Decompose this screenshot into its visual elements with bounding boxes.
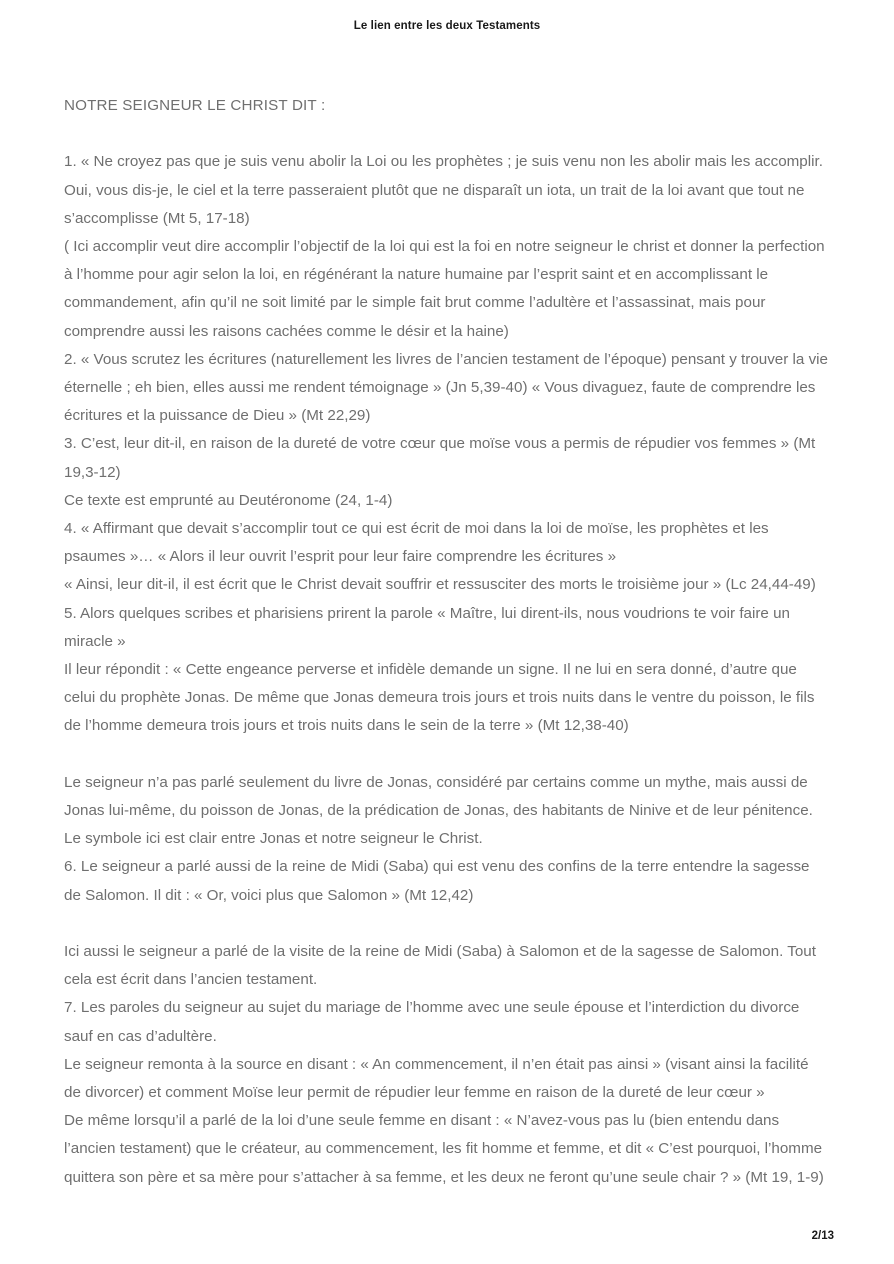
paragraph-7: « Ainsi, leur dit-il, il est écrit que le Christ devait souffrir et ressusciter des morts le troisième jour » (Lc 24,44-49) (64, 576, 816, 594)
paragraph-spacer (64, 741, 828, 769)
section-title: NOTRE SEIGNEUR LE CHRIST DIT : (64, 97, 326, 114)
paragraph-2: ( Ici accomplir veut dire accomplir l’objectif de la loi qui est la foi en notre seigneur le christ et donner la perfection à l’homme pour agir selon la loi, en régénérant la nature humaine par l’esprit saint et en accomplissant le commandement, afin qu’il ne soit limité par le simple fait brut comme l’adultère et l’assassinat, mais pour comprendre aussi les raisons cachées comme le désir et la haine) (64, 238, 825, 340)
paragraph-spacer (64, 910, 828, 938)
paragraph-6: 4. « Affirmant que devait s’accomplir tout ce qui est écrit de moi dans la loi de moïse, les prophètes et les psaumes »… « Alors il leur ouvrit l’esprit pour leur faire comprendre les écritures » (64, 520, 769, 566)
paragraph-spacer (64, 120, 828, 148)
paragraph-14: Le seigneur remonta à la source en disant : « An commencement, il n’en était pas ainsi » (visant ainsi la facilité de divorcer) et comment Moïse leur permit de répudier leur femme en raison de la dureté de leur cœur » (64, 1055, 809, 1102)
paragraph-15: De même lorsqu’il a parlé de la loi d’une seule femme en disant : « N’avez-vous pas lu (bien entendu dans l’ancien testament) que le créateur, au commencement, les fit homme et femme, et dit « C’est pourquoi, l’homme quittera son père et sa mère pour s’attacher à sa femme, et les deux ne feront qu’une seule chair ? » (Mt 19, 1-9) (64, 1112, 824, 1186)
paragraph-3: 2. « Vous scrutez les écritures (naturellement les livres de l’ancien testament de l’époque) pensant y trouver la vie éternelle ; eh bien, elles aussi me rendent témoignage » (Jn 5,39-40) « Vous divaguez, faute de comprendre les écritures et la puissance de Dieu » (Mt 22,29) (64, 350, 828, 425)
paragraph-4: 3. C’est, leur dit-il, en raison de la dureté de votre cœur que moïse vous a permis de répudier vos femmes » (Mt 19,3-12) (64, 435, 816, 481)
paragraph-1: 1. « Ne croyez pas que je suis venu abolir la Loi ou les prophètes ; je suis venu non les abolir mais les accomplir. Oui, vous dis-je, le ciel et la terre passeraient plutôt que ne disparaît un iota, un trait de la loi avant que tout ne s’accomplisse (Mt 5, 17-18) (64, 153, 823, 227)
document-body (64, 92, 828, 1192)
paragraph-9: Il leur répondit : « Cette engeance perverse et infidèle demande un signe. Il ne lui en sera donné, d’autre que celui du prophète Jonas. De même que Jonas demeura trois jours et trois nuits dans le ventre du poisson, le fils de l’homme demeura trois jours et trois nuits dans le sein de la terre » (Mt 12,38-40) (64, 661, 815, 735)
paragraph-12: Ici aussi le seigneur a parlé de la visite de la reine de Midi (Saba) à Salomon et de la sagesse de Salomon. Tout cela est écrit dans l’ancien testament. (64, 943, 816, 989)
paragraph-13: 7. Les paroles du seigneur au sujet du mariage de l’homme avec une seule épouse et l’interdiction du divorce sauf en cas d’adultère. (64, 999, 800, 1045)
paragraph-8: 5. Alors quelques scribes et pharisiens prirent la parole « Maître, lui dirent-ils, nous voudrions te voir faire un miracle » (64, 604, 790, 650)
paragraph-10: Le seigneur n’a pas parlé seulement du livre de Jonas, considéré par certains comme un mythe, mais aussi de Jonas lui-même, du poisson de Jonas, de la prédication de Jonas, des habitants de Ninive et de leur pénitence. Le symbole ici est clair entre Jonas et notre seigneur le Christ. (64, 773, 813, 848)
paragraph-11: 6. Le seigneur a parlé aussi de la reine de Midi (Saba) qui est venu des confins de la terre entendre la sagesse de Salomon. Il dit : « Or, voici plus que Salomon » (Mt 12,42) (64, 858, 810, 904)
paragraph-5: Ce texte est emprunté au Deutéronome (24, 1-4) (64, 491, 393, 509)
document-header-title: Le lien entre les deux Testaments (353, 20, 541, 32)
page-number: 2/13 (811, 1230, 834, 1242)
